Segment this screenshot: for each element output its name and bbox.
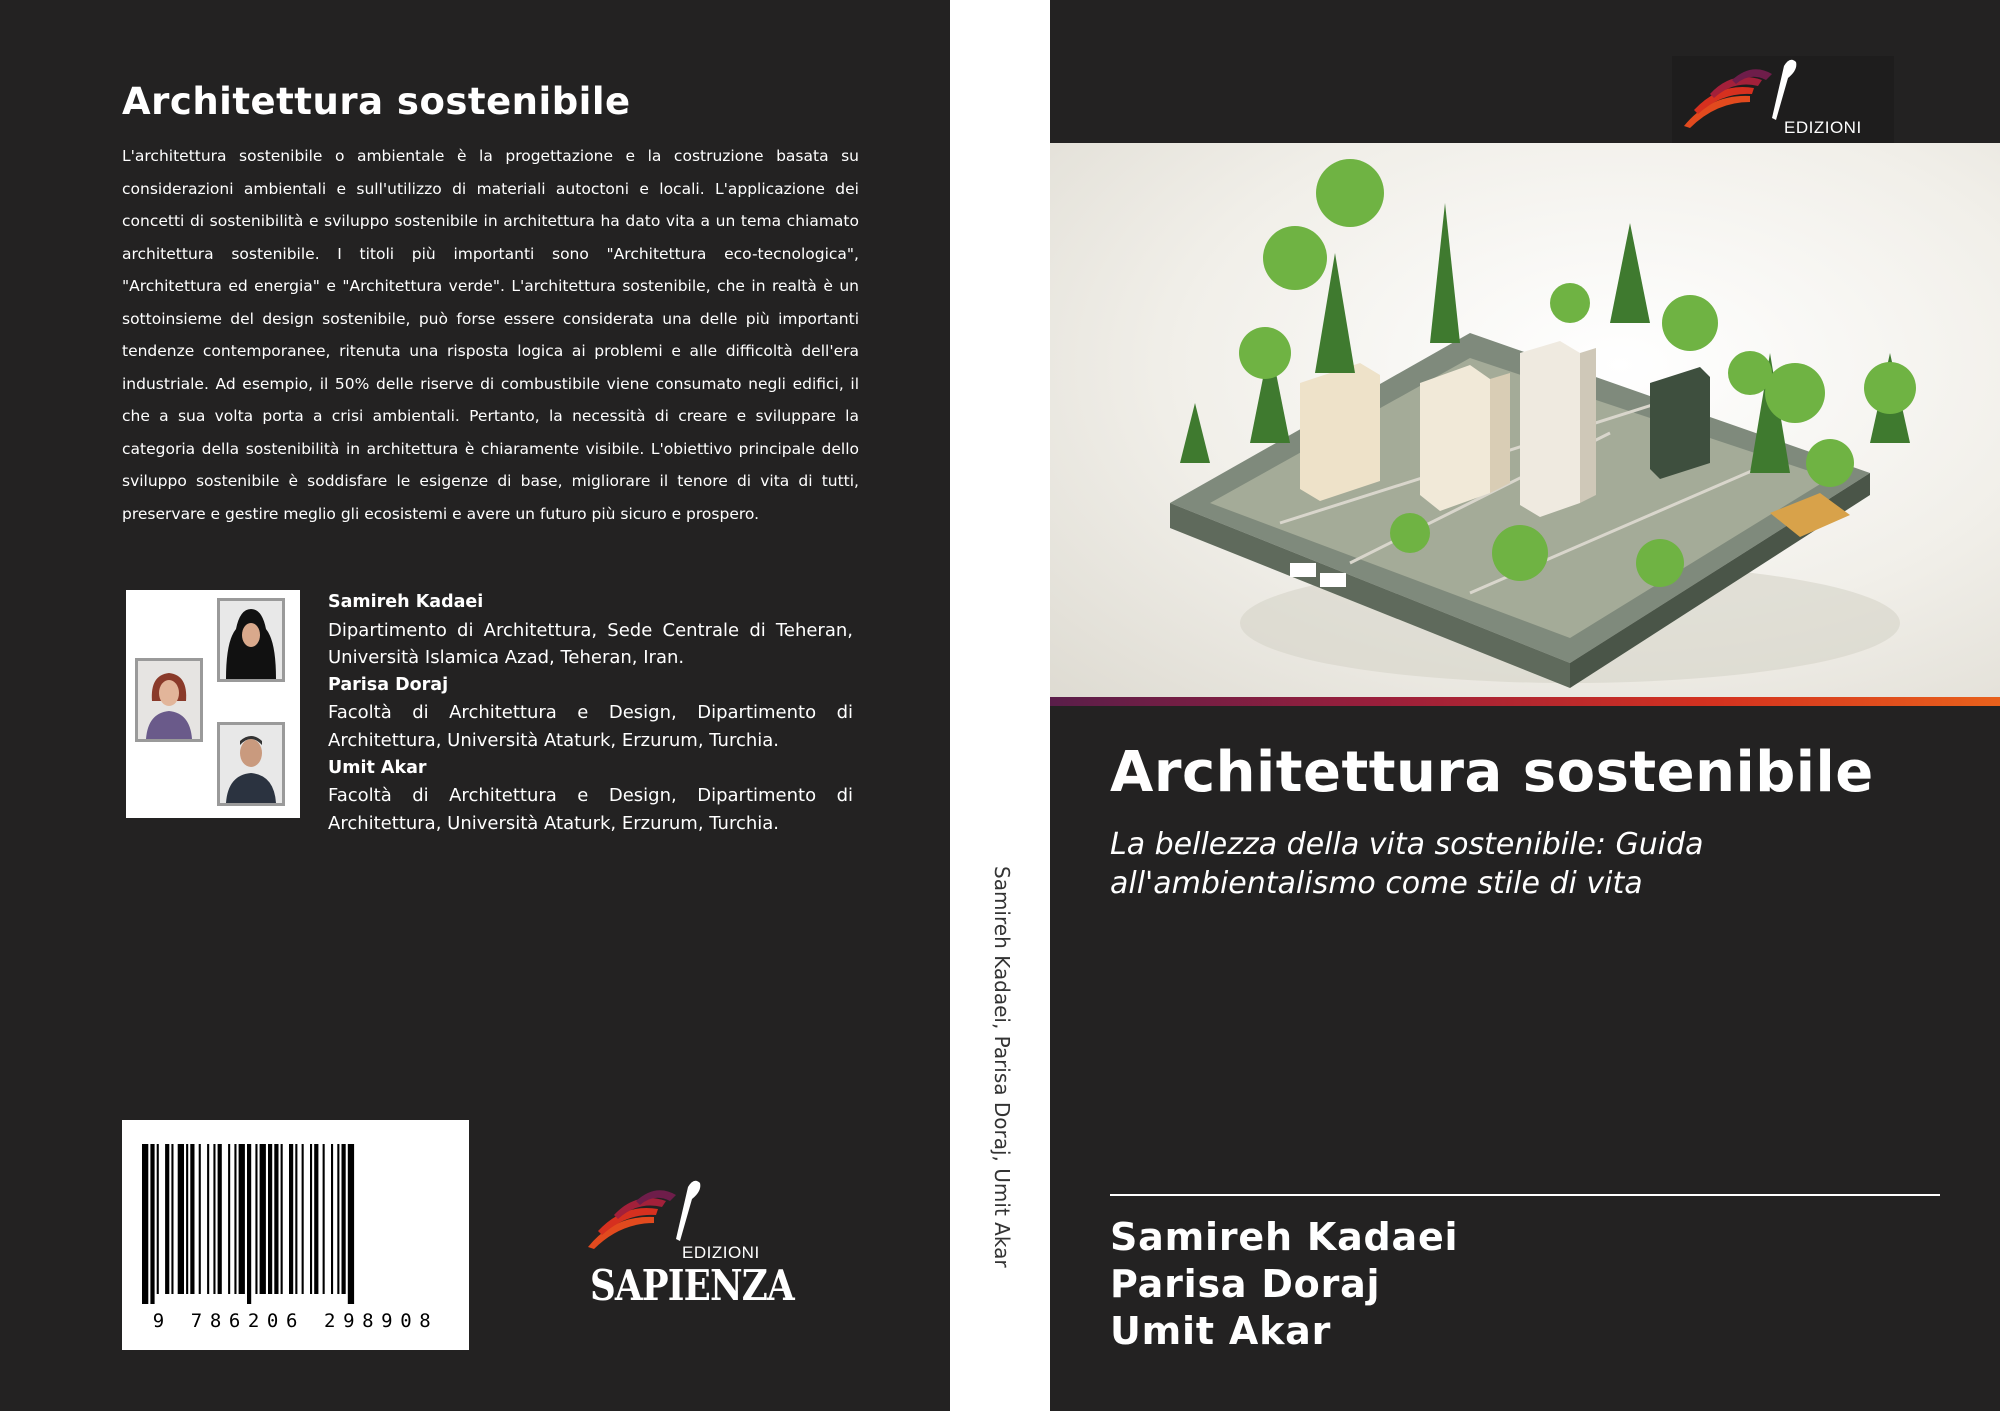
barcode-bar (213, 1144, 215, 1294)
subtitle-line: La bellezza della vita sostenibile: Guida (1110, 827, 1704, 862)
barcode-bar (234, 1144, 236, 1294)
barcode-bar (199, 1144, 201, 1294)
author-name: Parisa Doraj (1110, 1262, 1381, 1306)
barcode-bar (310, 1144, 312, 1294)
publisher-logo-back (582, 1175, 794, 1310)
author-affiliation: Architettura, Università Ataturk, Erzurum, Turchia. (328, 729, 780, 751)
barcode-bar (218, 1144, 222, 1294)
author-photo-kadaei (217, 598, 285, 682)
front-cover-authors (1110, 1214, 1458, 1355)
back-cover (0, 0, 950, 1411)
barcode-bar (255, 1144, 257, 1294)
back-cover-title: Architettura sostenibile (122, 80, 631, 123)
spine-authors: Samireh Kadaei, Parisa Doraj, Umit Akar (990, 866, 1014, 1268)
publisher-line2: SAPIENZA (590, 1261, 794, 1310)
barcode-bar (239, 1144, 245, 1294)
barcode-bar (342, 1144, 346, 1294)
cover-illustration (1050, 143, 2000, 698)
author-affiliation: Architettura, Università Ataturk, Erzurum, Turchia. (328, 812, 780, 834)
barcode-bar (157, 1144, 159, 1294)
subtitle-line: all'ambientalismo come stile di vita (1110, 866, 1643, 901)
publisher-line1: EDIZIONI (1784, 118, 1862, 137)
author-photo-doraj (135, 658, 203, 742)
author-name: Parisa Doraj (328, 674, 449, 695)
barcode-bar (260, 1144, 266, 1294)
barcode-bar (295, 1144, 297, 1294)
isbn-number: 9 786206 298908 (152, 1310, 439, 1332)
author-photo-akar (217, 722, 285, 806)
barcode-bar (171, 1144, 173, 1294)
barcode-bar (281, 1144, 283, 1294)
barcode-bar (228, 1144, 230, 1294)
barcode-bar (150, 1144, 154, 1304)
author-name: Samireh Kadaei (328, 592, 484, 612)
publisher-line1: EDIZIONI (682, 1243, 760, 1262)
barcode-bar (274, 1144, 278, 1294)
author-affiliation: Facoltà di Architettura e Design, Dipartimento di (328, 702, 853, 724)
barcode-bar (186, 1144, 188, 1294)
front-cover-subtitle (1110, 825, 1810, 903)
barcode-bar (142, 1144, 148, 1304)
barcode-bar (207, 1144, 209, 1294)
barcode-bar (165, 1144, 169, 1294)
isbn-barcode (122, 1120, 469, 1350)
front-cover-title: Architettura sostenibile (1110, 740, 1874, 805)
divider (1110, 1194, 1940, 1196)
barcode-bar (247, 1144, 251, 1304)
author-photos (126, 590, 300, 818)
barcode-bar (337, 1144, 339, 1294)
author-affiliation: Facoltà di Architettura e Design, Dipartimento di (328, 785, 853, 807)
barcode-bar (302, 1144, 304, 1294)
barcode-bar (331, 1144, 333, 1294)
barcode-bar (268, 1144, 272, 1294)
barcode-bar (289, 1144, 293, 1294)
author-affiliation: Dipartimento di Architettura, Sede Centrale di Teheran, (328, 619, 853, 641)
author-name: Samireh Kadaei (1110, 1215, 1459, 1259)
barcode-bar (314, 1144, 318, 1294)
author-bios (328, 589, 853, 837)
accent-stripe (1050, 697, 2000, 706)
barcode-bar (178, 1144, 184, 1294)
barcode-bar (323, 1144, 325, 1294)
barcode-bar (348, 1144, 354, 1304)
back-cover-blurb: L'architettura sostenibile o ambientale è la progettazione e la costruzione basata su considerazioni ambientali e sull'utilizzo di materiali autoctoni e locali. L'applicazione dei concetti di sostenibilità e sviluppo sostenibile in architettura ha dato vita a un tema chiamato architettura sostenibile. I titoli più importanti sono "Architettura eco-tecnologica", "Architettura ed energia" e "Architettura verde". L'architettura sostenibile, che in realtà è un sottoinsieme del design sostenibile, può forse essere considerata una delle più importanti tendenze contemporanee, ritenuta una risposta logica ai problemi e alle difficoltà dell'era industriale. Ad esempio, il 50% delle riserve di combustibile viene consumato negli edifici, il che a sua volta porta a crisi ambientali. Pertanto, la necessità di creare e sviluppare la categoria della sostenibilità in architettura è chiaramente visibile. L'obiettivo principale dello sviluppo sostenibile è soddisfare le esigenze di base, migliorare il tenore di vita di tutti, preservare e gestire meglio gli ecosistemi e avere un futuro più sicuro e prospero. (122, 147, 859, 523)
author-name: Umit Akar (1110, 1309, 1332, 1353)
author-name: Umit Akar (328, 757, 427, 778)
author-affiliation: Università Islamica Azad, Teheran, Iran. (328, 647, 685, 669)
front-cover (1050, 0, 2000, 1411)
barcode-bar (190, 1144, 194, 1294)
barcode-bars (142, 1144, 449, 1304)
